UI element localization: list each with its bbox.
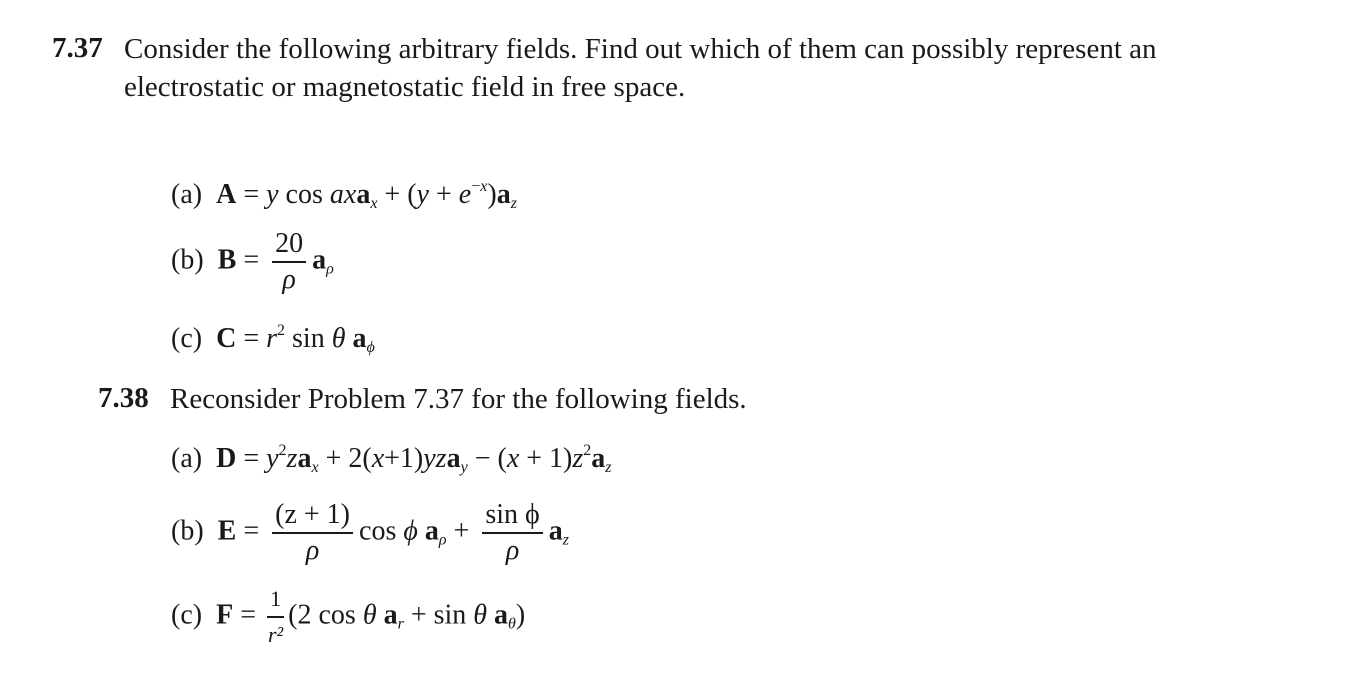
fraction-denominator: ρ	[305, 535, 320, 566]
field-symbol-a: A	[216, 179, 237, 210]
field-symbol-c: C	[216, 323, 237, 354]
fraction-numerator: (z + 1)	[272, 500, 353, 534]
fraction-numerator: sin ϕ	[482, 500, 542, 534]
problem-text-738: Reconsider Problem 7.37 for the following fields.	[170, 383, 747, 415]
equation-737-c: (c) $C = r^2$ sin θ $a_\phi$	[171, 322, 375, 356]
item-label-a: (a)	[171, 443, 203, 474]
fraction-denominator: ρ	[505, 535, 520, 566]
problem-number-738: 7.38	[98, 382, 149, 414]
item-label-a: (a)	[171, 179, 203, 210]
problem-text-737	[124, 30, 1324, 106]
fraction	[265, 584, 286, 650]
item-label-c: (c)	[171, 323, 203, 354]
problem-text-737-line2: electrostatic or magnetostatic field in free space.	[124, 71, 686, 103]
fraction-numerator: 20	[272, 229, 306, 263]
item-label-b: (b)	[171, 515, 204, 547]
field-symbol-e: E	[217, 515, 237, 547]
fraction	[482, 500, 542, 566]
fraction	[272, 229, 306, 295]
fraction	[272, 500, 353, 566]
field-symbol-b: B	[217, 244, 237, 276]
fraction-numerator: 1	[267, 584, 284, 618]
field-symbol-f: F	[216, 599, 234, 631]
equation-738-a: (a) $D = y^2za_x + 2(x+1)yza_y - (x + 1)z^2a_z$	[171, 442, 612, 476]
problem-number-737: 7.37	[52, 32, 103, 64]
problem-text-737-line1: Consider the following arbitrary fields. Find out which of them can possibly represent an	[124, 33, 1157, 65]
equation-737-a: (a) A = y $\cos axa_x + (y + e^{-x})a_z$	[171, 178, 517, 212]
field-symbol-d: D	[216, 443, 237, 474]
item-label-c: (c)	[171, 599, 203, 631]
fraction-denominator: r²	[267, 622, 284, 647]
item-label-b: (b)	[171, 244, 204, 276]
equation-738-c: (c) F = $\frac{1}{\text{r²}}$ (2 cos θ $a_r + \sin \theta$ $a_\theta$)	[171, 584, 525, 650]
equation-738-b: (b) E = $\frac{(z + 1)}{\rho}$ cos ϕ $a_\rho$ + $\frac{\text{sin ϕ}}{\rho}$ $a_z$	[171, 499, 569, 566]
fraction-denominator: ρ	[282, 264, 296, 295]
equation-737-b: (b) B = $\frac{20}{\rho}$ $a_\rho$	[171, 228, 334, 295]
